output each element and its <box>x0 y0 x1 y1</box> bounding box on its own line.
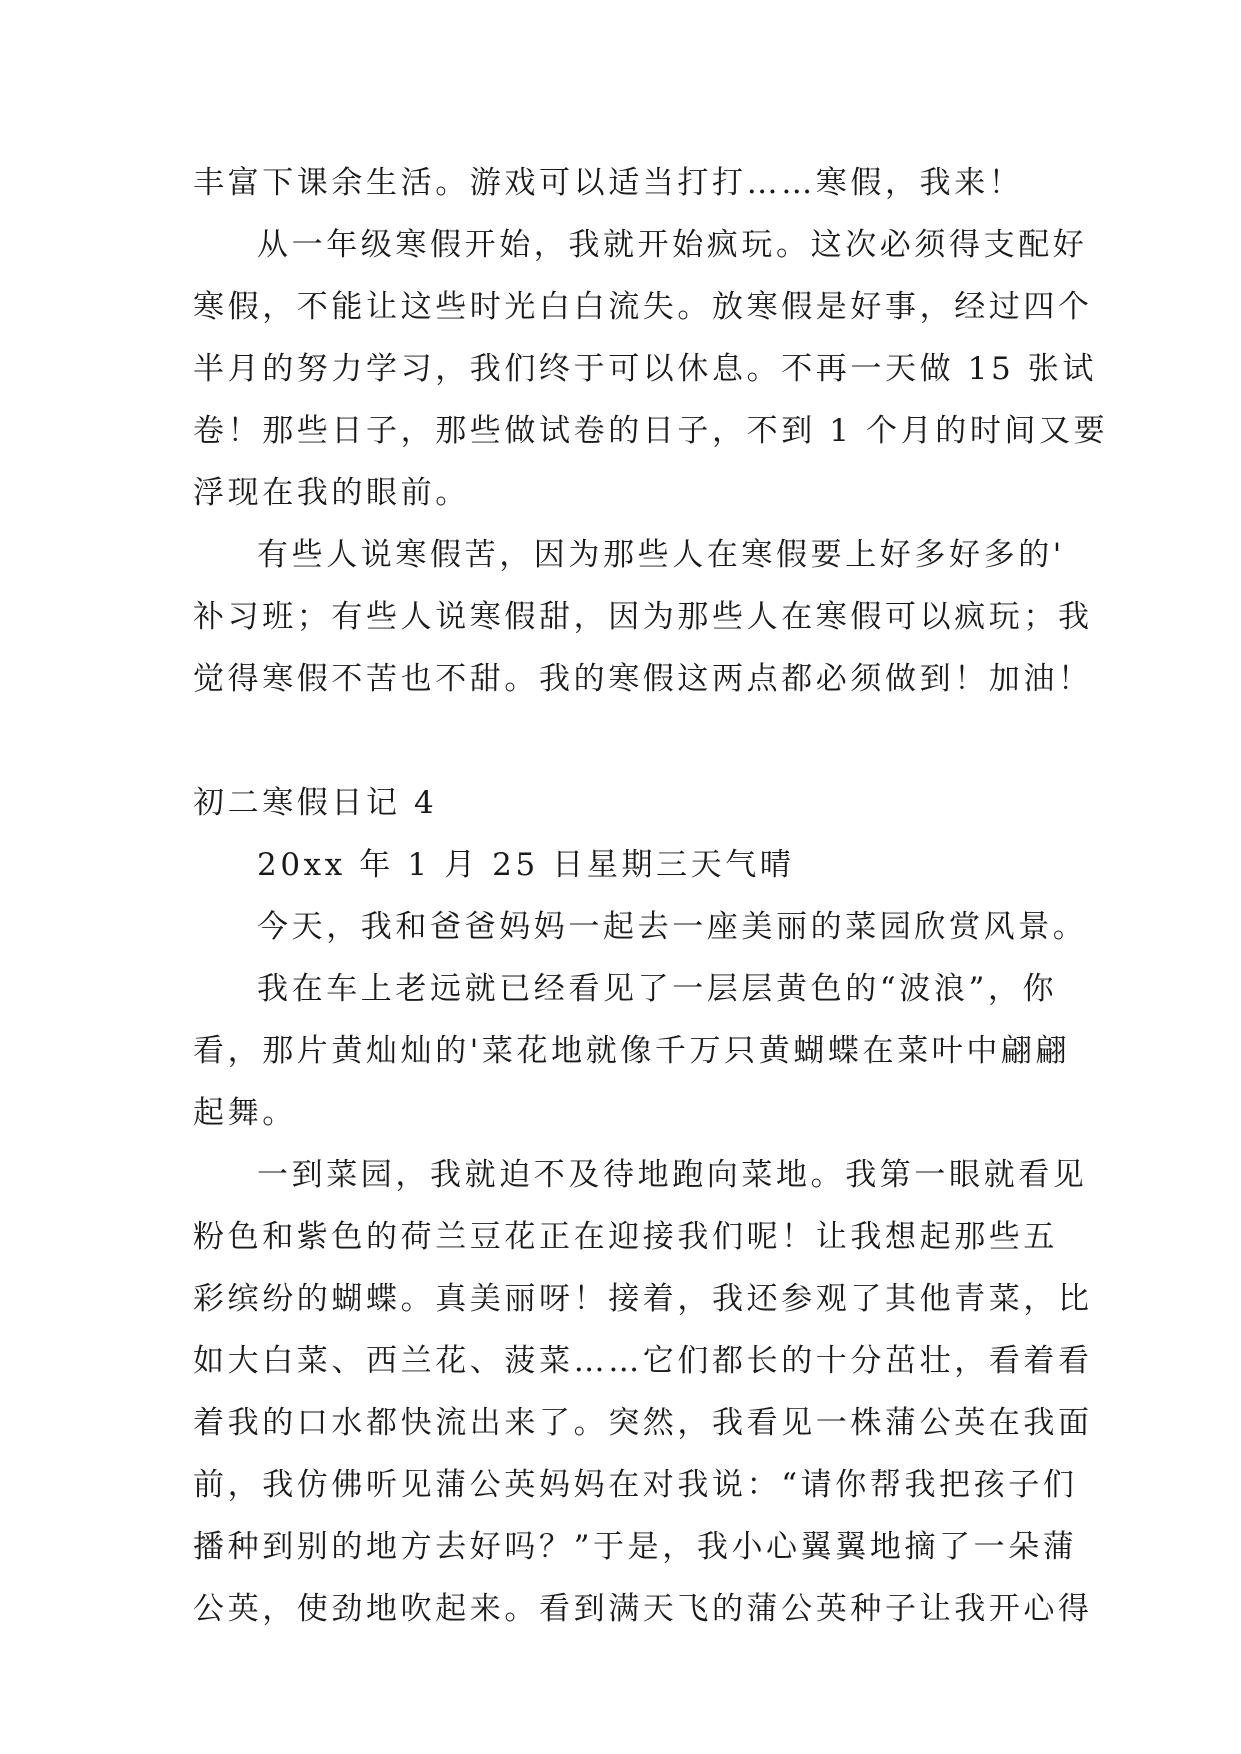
text-line: 丰富下课余生活。游戏可以适当打打……寒假，我来！ <box>193 165 1024 201</box>
text-line: 一到菜园，我就迫不及待地跑向菜地。我第一眼就看见 <box>257 1157 1088 1193</box>
text-line: 我在车上老远就已经看见了一层层黄色的“波浪”，你 <box>257 971 1058 1007</box>
text-line: 前，我仿佛听见蒲公英妈妈在对我说：“请你帮我把孩子们 <box>193 1467 1078 1503</box>
text-line: 浮现在我的眼前。 <box>193 475 470 511</box>
diary-date-line: 20xx 年 1 月 25 日星期三天气晴 <box>257 847 795 883</box>
text-line: 卷！那些日子，那些做试卷的日子，不到 1 个月的时间又要 <box>193 413 1109 449</box>
text-line: 今天，我和爸爸妈妈一起去一座美丽的菜园欣赏风景。 <box>257 909 1088 945</box>
text-line: 半月的努力学习，我们终于可以休息。不再一天做 15 张试 <box>193 351 1097 387</box>
text-line: 看，那片黄灿灿的'菜花地就像千万只黄蝴蝶在菜叶中翩翩 <box>193 1033 1071 1069</box>
text-line: 播种到别的地方去好吗？”于是，我小心翼翼地摘了一朵蒲 <box>193 1529 1078 1565</box>
text-line: 着我的口水都快流出来了。突然，我看见一株蒲公英在我面 <box>193 1405 1093 1441</box>
text-line: 起舞。 <box>193 1095 297 1131</box>
text-line: 补习班；有些人说寒假甜，因为那些人在寒假可以疯玩；我 <box>193 599 1093 635</box>
text-line: 觉得寒假不苦也不甜。我的寒假这两点都必须做到！加油！ <box>193 661 1093 697</box>
paragraph-gap <box>193 710 1063 772</box>
document-body <box>193 152 1109 1640</box>
section-heading: 初二寒假日记 4 <box>193 785 438 821</box>
text-line: 寒假，不能让这些时光白白流失。放寒假是好事，经过四个 <box>193 289 1093 325</box>
text-line: 如大白菜、西兰花、菠菜……它们都长的十分茁壮，看着看 <box>193 1343 1093 1379</box>
text-line: 从一年级寒假开始，我就开始疯玩。这次必须得支配好 <box>257 227 1088 263</box>
text-line: 粉色和紫色的荷兰豆花正在迎接我们呢！让我想起那些五 <box>193 1219 1058 1255</box>
text-line: 有些人说寒假苦，因为那些人在寒假要上好多好多的' <box>257 537 1065 573</box>
text-line: 彩缤纷的蝴蝶。真美丽呀！接着，我还参观了其他青菜，比 <box>193 1281 1093 1317</box>
text-line: 公英，使劲地吹起来。看到满天飞的蒲公英种子让我开心得 <box>193 1591 1093 1627</box>
